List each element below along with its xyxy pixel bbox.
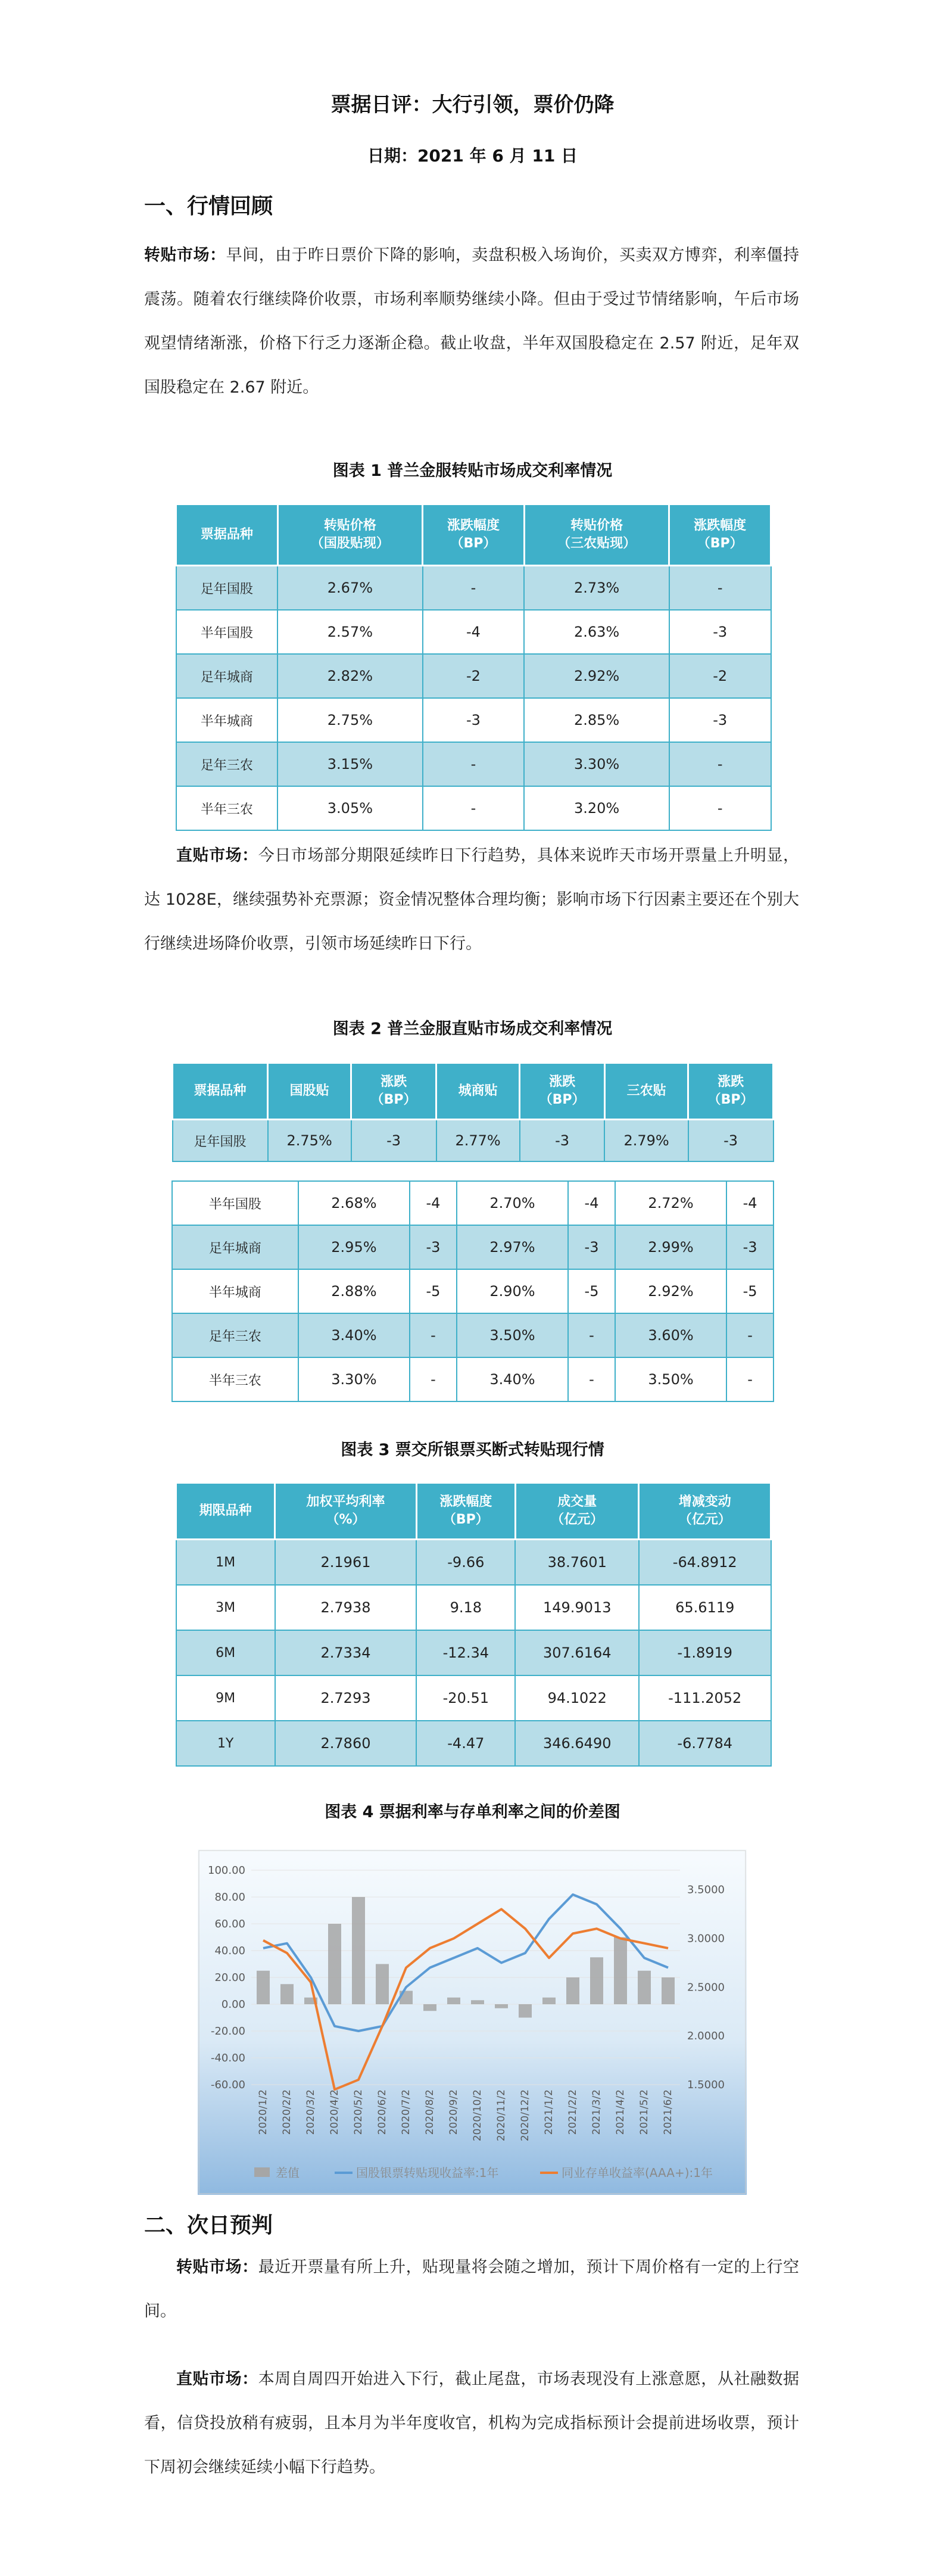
table-row [176, 610, 771, 654]
y-left-tick-label: 0.00 [221, 1998, 245, 2011]
table-cell: - [568, 1357, 615, 1401]
table-cell: 2.72% [615, 1181, 726, 1225]
x-tick-label: 2020/6/2 [376, 2089, 388, 2135]
table-cell: -3 [669, 610, 771, 654]
column-header: 涨跌幅度 （BP） [669, 504, 771, 566]
y-left-tick-label: 20.00 [214, 1971, 245, 1984]
row-label-cell: 半年国股 [176, 610, 278, 654]
table-cell: -3 [568, 1225, 615, 1269]
table-cell: 2.90% [457, 1269, 568, 1313]
spread-bar [542, 1998, 556, 2004]
x-tick-label: 2021/1/2 [543, 2089, 555, 2135]
table-cell: 2.88% [298, 1269, 410, 1313]
x-tick-label: 2021/4/2 [615, 2089, 626, 2135]
table-row [176, 1585, 771, 1630]
column-header: 票据品种 [173, 1063, 268, 1120]
column-header: 城商贴 [436, 1063, 520, 1120]
table-cell: - [669, 786, 771, 830]
y-left-tick-label: 100.00 [208, 1864, 245, 1877]
table-cell: 3.30% [524, 742, 669, 786]
table-cell: -111.2052 [639, 1675, 771, 1721]
table-cell: -3 [410, 1225, 457, 1269]
x-tick-label: 2020/3/2 [305, 2089, 317, 2135]
table-cell: 2.79% [604, 1120, 688, 1162]
spread-bar [328, 1924, 341, 2004]
x-tick-label: 2021/3/2 [591, 2089, 603, 2135]
spread-bar [590, 1957, 603, 2004]
table-cell: - [726, 1357, 774, 1401]
table-cell: -64.8912 [639, 1540, 771, 1586]
table-cell: 3.60% [615, 1313, 726, 1357]
label-forecast-direct: 直贴市场： [176, 2370, 258, 2388]
table-cell: 2.97% [457, 1225, 568, 1269]
report-title: 票据日评：大行引领，票价仍降 [330, 93, 615, 117]
table-cell: -2 [669, 654, 771, 698]
table-cell: 3.40% [457, 1357, 568, 1401]
spread-bar [257, 1971, 270, 2004]
table-header-row [176, 504, 771, 566]
table-cell: 3.15% [277, 742, 423, 786]
spread-bar [280, 1984, 294, 2004]
table-cell: 3.40% [298, 1313, 410, 1357]
table-row [172, 1357, 774, 1401]
column-header: 转贴价格 （三农贴现） [524, 504, 669, 566]
table-cell: -3 [726, 1225, 774, 1269]
column-header: 三农贴 [604, 1063, 688, 1120]
table-cell: -12.34 [416, 1630, 515, 1675]
row-label-cell: 足年国股 [173, 1120, 268, 1162]
table-cell: 65.6119 [639, 1585, 771, 1630]
table-row [173, 1120, 774, 1162]
table-cell: -5 [410, 1269, 457, 1313]
y-left-tick-label: 80.00 [214, 1891, 245, 1904]
label-direct-market: 直贴市场： [176, 846, 258, 865]
y-right-tick-label: 2.0000 [687, 2030, 725, 2043]
table1-transfer-rates [175, 503, 772, 831]
table-cell: -9.66 [416, 1540, 515, 1586]
table-cell: 2.92% [615, 1269, 726, 1313]
legend-label: 差值 [276, 2166, 300, 2180]
row-label-cell: 半年城商 [172, 1269, 298, 1313]
x-tick-label: 2020/10/2 [472, 2089, 484, 2142]
table-cell: - [410, 1357, 457, 1401]
y-right-tick-label: 2.5000 [687, 1981, 725, 1994]
y-left-tick-label: -40.00 [210, 2052, 245, 2064]
table-cell: 2.67% [277, 566, 423, 610]
x-tick-label: 2020/11/2 [495, 2089, 507, 2142]
column-header: 加权平均利率 （%） [275, 1483, 416, 1540]
y-left-tick-label: 60.00 [214, 1918, 245, 1930]
table-cell: 3.50% [615, 1357, 726, 1401]
legend-swatch [254, 2167, 270, 2177]
label-forecast-transfer: 转贴市场： [176, 2258, 258, 2276]
table-cell: 2.95% [298, 1225, 410, 1269]
table-cell: 2.63% [524, 610, 669, 654]
table-cell: -4 [726, 1181, 774, 1225]
table-cell: 2.7860 [275, 1721, 416, 1766]
column-header: 转贴价格 （国股贴现） [277, 504, 423, 566]
table-cell: 2.68% [298, 1181, 410, 1225]
row-label-cell: 足年城商 [172, 1225, 298, 1269]
section-heading-review: 一、行情回顾 [144, 194, 273, 219]
table-row [176, 1721, 771, 1766]
table-cell: -3 [520, 1120, 605, 1162]
table-cell: -2 [423, 654, 525, 698]
table-cell: 3.30% [298, 1357, 410, 1401]
row-label-cell: 足年三农 [176, 742, 278, 786]
table-cell: 2.7334 [275, 1630, 416, 1675]
y-left-tick-label: -60.00 [210, 2079, 245, 2091]
table2-direct-rates-body [171, 1180, 774, 1402]
table2-direct-rates-header [171, 1062, 774, 1162]
table-cell: - [423, 742, 525, 786]
table-cell: -5 [726, 1269, 774, 1313]
table-cell: -3 [688, 1120, 774, 1162]
section-heading-forecast: 二、次日预判 [144, 2213, 273, 2238]
x-tick-label: 2021/6/2 [662, 2089, 674, 2135]
column-header: 期限品种 [176, 1483, 275, 1540]
spread-bar [471, 2000, 484, 2004]
table3-exchange-quotes [175, 1482, 772, 1767]
table-cell: 3.05% [277, 786, 423, 830]
table-cell: 149.9013 [515, 1585, 638, 1630]
spread-bar [447, 1998, 460, 2004]
x-tick-label: 2020/1/2 [257, 2089, 269, 2135]
table-cell: 2.99% [615, 1225, 726, 1269]
row-label-cell: 半年三农 [172, 1357, 298, 1401]
table-cell: -4.47 [416, 1721, 515, 1766]
table-header-row [176, 1483, 771, 1540]
table-cell: 38.7601 [515, 1540, 638, 1586]
table-cell: - [669, 566, 771, 610]
table-cell: 9.18 [416, 1585, 515, 1630]
table-cell: -3 [669, 698, 771, 742]
row-label-cell: 9M [176, 1675, 275, 1721]
y-right-tick-label: 3.0000 [687, 1932, 725, 1945]
table-row [176, 1630, 771, 1675]
row-label-cell: 足年城商 [176, 654, 278, 698]
legend-label: 国股银票转贴现收益率:1年 [356, 2166, 499, 2180]
table-cell: 2.7293 [275, 1675, 416, 1721]
spread-bar [423, 2004, 436, 2011]
spread-bar [566, 1977, 579, 2004]
row-label-cell: 足年三农 [172, 1313, 298, 1357]
table-row [176, 1540, 771, 1586]
row-label-cell: 半年三农 [176, 786, 278, 830]
x-tick-label: 2021/2/2 [567, 2089, 579, 2135]
table3-caption: 图表 3 票交所银票买断式转贴现行情 [341, 1441, 604, 1459]
table-header-row [173, 1063, 774, 1120]
table-row [176, 566, 771, 610]
spread-bar [662, 1977, 675, 2004]
x-tick-label: 2020/2/2 [281, 2089, 293, 2135]
text-direct-market: 今日市场部分期限延续昨日下行趋势，具体来说昨天市场开票量上升明显，达 1028E，继续强势补充票源；资金情况整体合理均衡；影响市场下行因素主要还在个别大行继续进场降价收票，引领市场延续昨日下行。 [144, 846, 799, 953]
table-cell: 307.6164 [515, 1630, 638, 1675]
table-cell: 2.1961 [275, 1540, 416, 1586]
column-header: 涨跌 （BP） [351, 1063, 436, 1120]
y-right-tick-label: 3.5000 [687, 1883, 725, 1896]
table-row [172, 1225, 774, 1269]
column-header: 增减变动 （亿元） [639, 1483, 771, 1540]
column-header: 涨跌幅度 （BP） [423, 504, 525, 566]
column-header: 成交量 （亿元） [515, 1483, 638, 1540]
spread-bar [495, 2004, 508, 2008]
table-cell: 2.57% [277, 610, 423, 654]
table-cell: -3 [351, 1120, 436, 1162]
table-cell: 2.77% [436, 1120, 520, 1162]
table-cell: 2.7938 [275, 1585, 416, 1630]
x-tick-label: 2020/4/2 [329, 2089, 341, 2135]
row-label-cell: 3M [176, 1585, 275, 1630]
table-cell: -3 [423, 698, 525, 742]
table-row [176, 1675, 771, 1721]
table-cell: -4 [423, 610, 525, 654]
table-row [176, 698, 771, 742]
row-label-cell: 1Y [176, 1721, 275, 1766]
text-transfer-market: 早间，由于昨日票价下降的影响，卖盘积极入场询价，买卖双方博弈，利率僵持震荡。随着农行继续降价收票，市场利率顺势继续小降。但由于受过节情绪影响，午后市场观望情绪渐涨，价格下行乏力逐渐企稳。截止收盘，半年双国股稳定在 2.57 附近，足年双国股稳定在 2.67 附近。 [144, 246, 800, 397]
table-cell: 2.73% [524, 566, 669, 610]
row-label-cell: 半年国股 [172, 1181, 298, 1225]
table-cell: - [726, 1313, 774, 1357]
table-cell: 2.82% [277, 654, 423, 698]
table-cell: - [669, 742, 771, 786]
table-cell: - [410, 1313, 457, 1357]
y-left-tick-label: -20.00 [210, 2025, 245, 2038]
table-cell: 2.75% [277, 698, 423, 742]
report-date: 日期：2021 年 6 月 11 日 [367, 146, 578, 166]
spread-chart [198, 1849, 747, 2195]
table-row [172, 1269, 774, 1313]
x-tick-label: 2020/5/2 [353, 2089, 364, 2135]
table-cell: 346.6490 [515, 1721, 638, 1766]
text-forecast-transfer: 最近开票量有所上升，贴现量将会随之增加，预计下周价格有一定的上行空间。 [144, 2258, 799, 2320]
column-header: 涨跌幅度 （BP） [416, 1483, 515, 1540]
chart4-caption: 图表 4 票据利率与存单利率之间的价差图 [325, 1803, 620, 1821]
table-cell: -6.7784 [639, 1721, 771, 1766]
y-left-tick-label: 40.00 [214, 1945, 245, 1957]
row-label-cell: 6M [176, 1630, 275, 1675]
table2-caption: 图表 2 普兰金服直贴市场成交利率情况 [332, 1020, 613, 1038]
table-cell: -4 [410, 1181, 457, 1225]
table-cell: - [423, 786, 525, 830]
legend-label: 同业存单收益率(AAA+):1年 [562, 2166, 713, 2180]
table-cell: 2.85% [524, 698, 669, 742]
spread-bar [352, 1897, 365, 2004]
x-tick-label: 2020/9/2 [448, 2089, 460, 2135]
table-cell: 2.75% [268, 1120, 351, 1162]
column-header: 票据品种 [176, 504, 278, 566]
table1-caption: 图表 1 普兰金服转贴市场成交利率情况 [332, 462, 613, 480]
row-label-cell: 1M [176, 1540, 275, 1586]
label-transfer-market: 转贴市场： [144, 246, 226, 264]
spread-bar [614, 1938, 627, 2005]
row-label-cell: 足年国股 [176, 566, 278, 610]
spread-bar [376, 1964, 389, 2005]
table-cell: 3.50% [457, 1313, 568, 1357]
spread-bar [519, 2004, 532, 2018]
table-cell: 94.1022 [515, 1675, 638, 1721]
text-forecast-direct: 本周自周四开始进入下行，截止尾盘，市场表现没有上涨意愿，从社融数据看，信贷投放稍有疲弱，且本月为半年度收官，机构为完成指标预计会提前进场收票，预计下周初会继续延续小幅下行趋势。 [144, 2370, 799, 2477]
chart-background [198, 1849, 747, 2195]
table-cell: - [568, 1313, 615, 1357]
table-cell: 3.20% [524, 786, 669, 830]
table-row [172, 1181, 774, 1225]
table-row [176, 654, 771, 698]
table-cell: -4 [568, 1181, 615, 1225]
paragraph-direct-market [144, 834, 799, 966]
table-cell: - [423, 566, 525, 610]
table-row [176, 742, 771, 786]
table-cell: 2.92% [524, 654, 669, 698]
paragraph-transfer-market [144, 233, 799, 410]
paragraph-forecast-direct [144, 2357, 799, 2490]
table-cell: -1.8919 [639, 1630, 771, 1675]
table-cell: -20.51 [416, 1675, 515, 1721]
table-cell: 2.70% [457, 1181, 568, 1225]
y-right-tick-label: 1.5000 [687, 2079, 725, 2091]
paragraph-forecast-transfer [144, 2245, 799, 2334]
table-row [176, 786, 771, 830]
x-tick-label: 2020/8/2 [424, 2089, 436, 2135]
table-cell: -5 [568, 1269, 615, 1313]
column-header: 国股贴 [268, 1063, 351, 1120]
column-header: 涨跌 （BP） [520, 1063, 605, 1120]
spread-bar [638, 1971, 651, 2004]
x-tick-label: 2021/5/2 [638, 2089, 650, 2135]
x-tick-label: 2020/7/2 [400, 2089, 412, 2135]
row-label-cell: 半年城商 [176, 698, 278, 742]
x-tick-label: 2020/12/2 [519, 2089, 531, 2142]
spread-chart-svg [198, 1849, 747, 2195]
table-row [172, 1313, 774, 1357]
column-header: 涨跌 （BP） [688, 1063, 774, 1120]
